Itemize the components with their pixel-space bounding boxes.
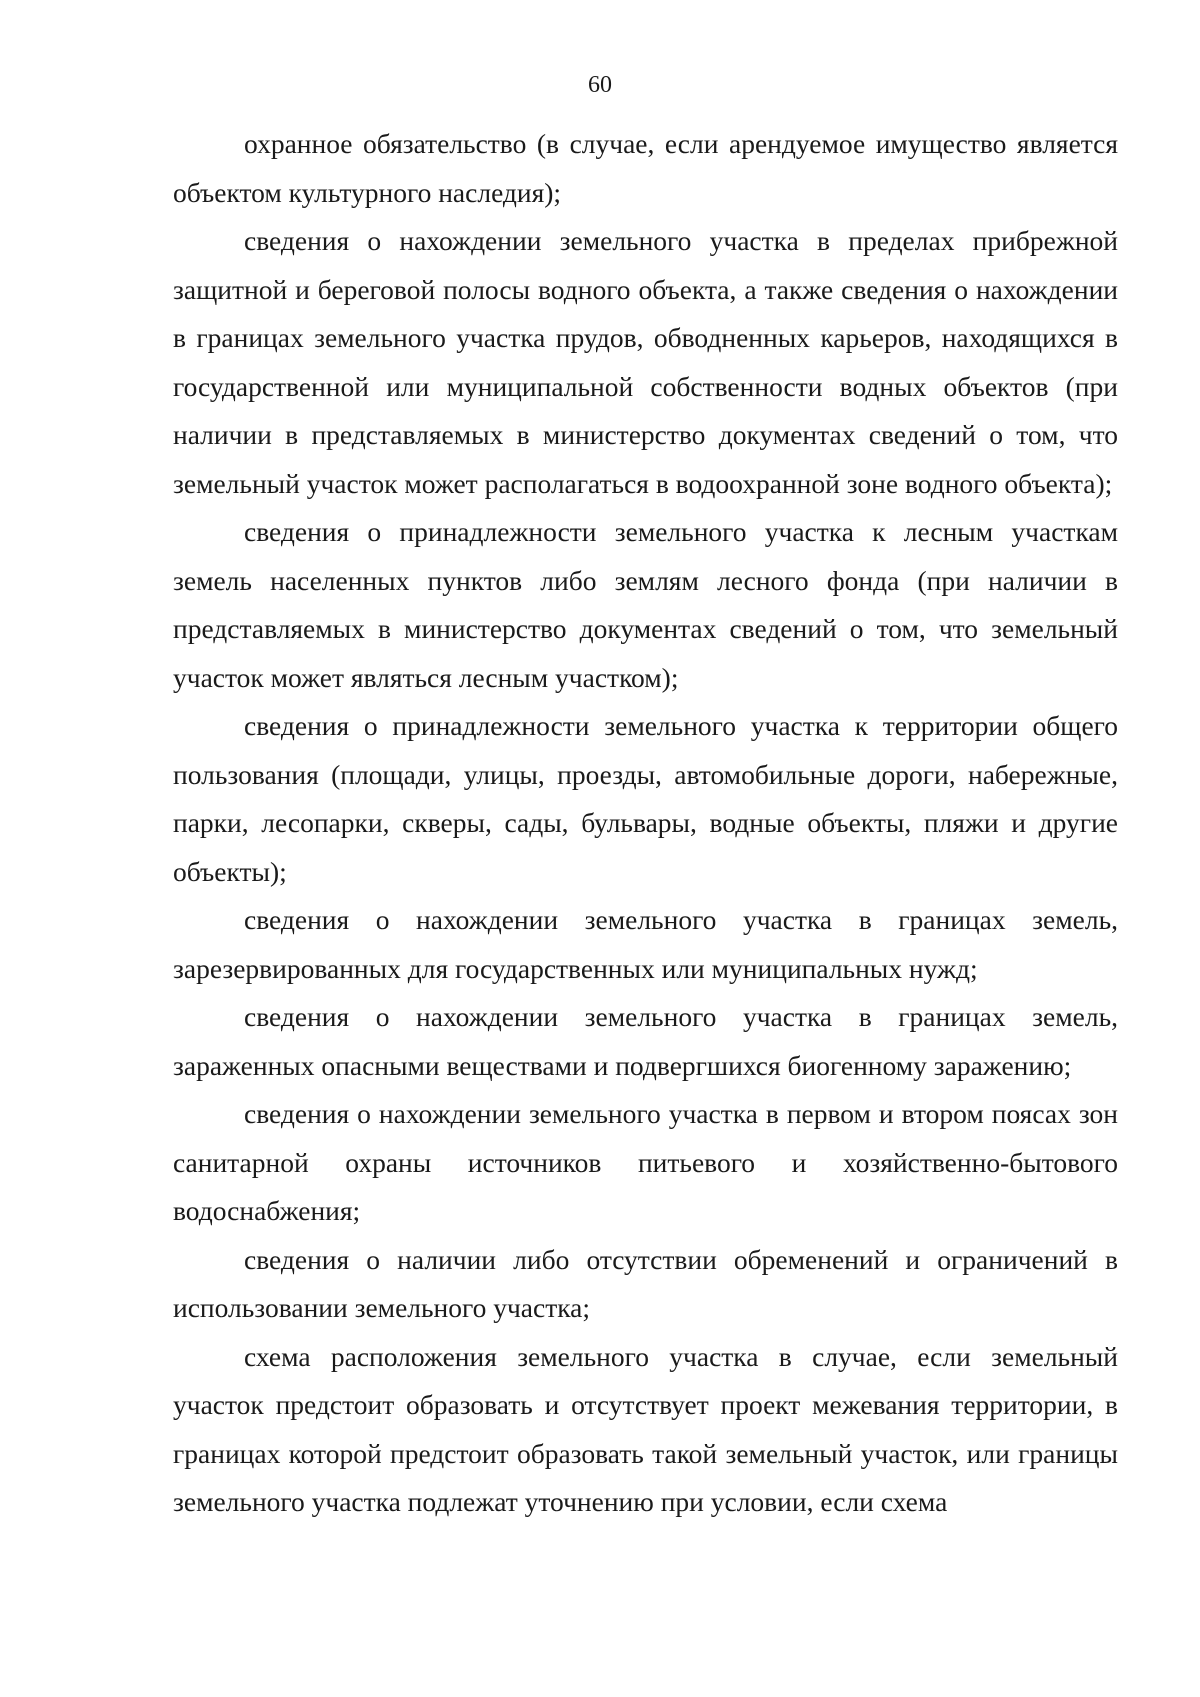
paragraph-forest-plots: сведения о принадлежности земельного участка к лесным участкам земель населенных пунктов либо землям лесного фонда (при наличии в представляемых в министерство документах сведений о том, что земельный участок может являться лесным участком); [173, 516, 1118, 693]
paragraph-encumbrances: сведения о наличии либо отсутствии обременений и ограничений в использовании земельного участка; [173, 1243, 1118, 1323]
paragraph-land-plot-scheme: схема расположения земельного участка в случае, если земельный участок предстоит образовать и отсутствует проект межевания территории, в границах которой предстоит образовать такой земельный участок, или границы земельного участка подлежат уточнению при условии, если схема [173, 1340, 1118, 1517]
paragraph-reserved-lands: сведения о нахождении земельного участка в границах земель, зарезервированных для государственных или муниципальных нужд; [173, 904, 1118, 984]
page-number: 60 [588, 72, 612, 98]
paragraph-public-territory: сведения о принадлежности земельного участка к территории общего пользования (площади, улицы, проезды, автомобильные дороги, набережные, парки, лесопарки, скверы, сады, бульвары, водные объекты, пляжи и другие объекты); [173, 710, 1118, 887]
paragraph-sanitary-zones: сведения о нахождении земельного участка в первом и втором поясах зон санитарной охраны источников питьевого и хозяйственно-бытового водоснабжения; [173, 1098, 1118, 1226]
paragraph-contaminated-lands: сведения о нахождении земельного участка в границах земель, зараженных опасными веществами и подвергшихся биогенному заражению; [173, 1001, 1118, 1081]
paragraph-cultural-heritage: охранное обязательство (в случае, если арендуемое имущество является объектом культурного наследия); [173, 128, 1118, 208]
document-body [173, 120, 1118, 1527]
paragraph-water-protection-zone: сведения о нахождении земельного участка в пределах прибрежной защитной и береговой полосы водного объекта, а также сведения о нахождении в границах земельного участка прудов, обводненных карьеров, находящихся в государственной или муниципальной собственности водных объектов (при наличии в представляемых в министерство документах сведений о том, что земельный участок может располагаться в водоохранной зоне водного объекта); [173, 225, 1118, 499]
